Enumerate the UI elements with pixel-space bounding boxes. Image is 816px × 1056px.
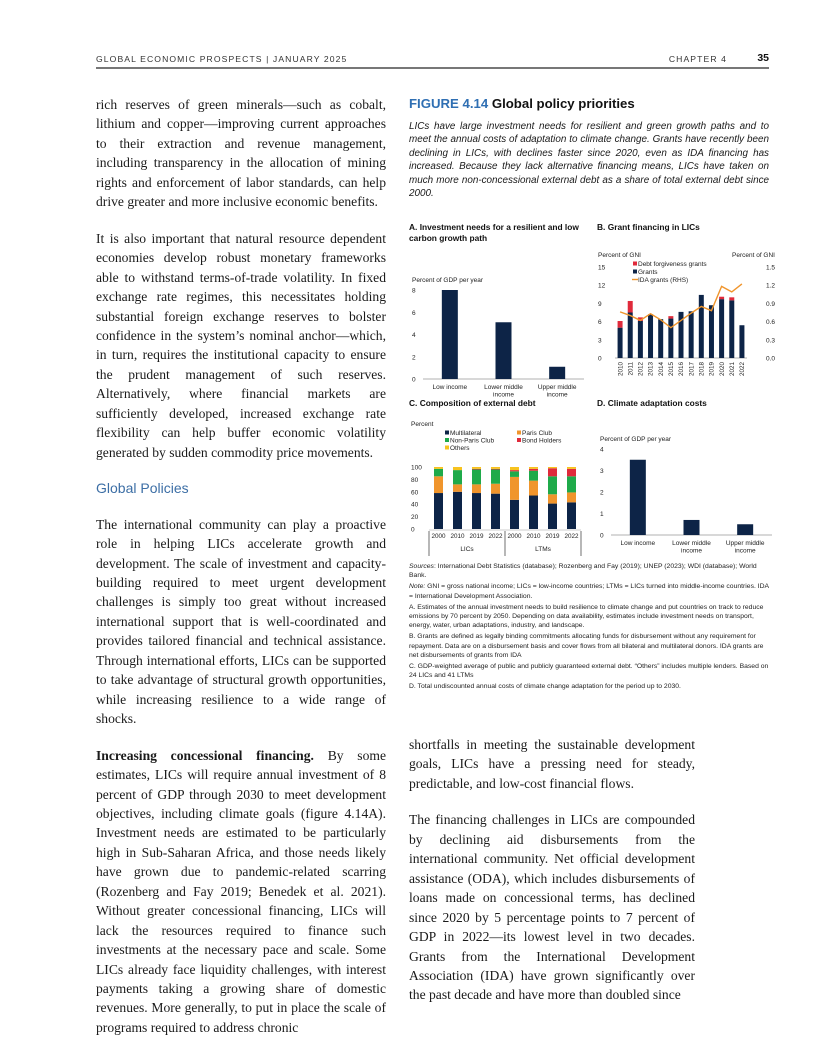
y-tick-label: 60 bbox=[411, 489, 419, 497]
y-tick-label: 0 bbox=[412, 376, 416, 384]
group-label: LTMs bbox=[535, 546, 551, 553]
stack-segment bbox=[491, 467, 500, 469]
stack-segment bbox=[472, 467, 481, 469]
stack-segment bbox=[567, 502, 576, 529]
y-tick-label-right: 1.5 bbox=[765, 264, 775, 272]
stack-segment bbox=[567, 476, 576, 492]
y-tick-label: 0 bbox=[411, 526, 415, 534]
stack-segment bbox=[529, 469, 538, 471]
paragraph: shortfalls in meeting the sustainable development goals, LICs have a pressing need for steady, predictable, and low-cost financial flows. bbox=[409, 737, 695, 791]
stack-segment bbox=[453, 484, 462, 491]
grants-bar bbox=[729, 300, 734, 358]
stack-segment bbox=[548, 504, 557, 529]
stack-segment bbox=[529, 471, 538, 481]
grants-bar bbox=[648, 314, 653, 358]
y-tick-label-right: 0.3 bbox=[765, 337, 775, 345]
x-tick-label: 2019 bbox=[708, 362, 716, 377]
grants-bar bbox=[658, 319, 663, 358]
y-axis-label-right: Percent of GNI bbox=[732, 252, 775, 259]
legend-label: Debt forgiveness grants bbox=[638, 261, 707, 268]
stack-segment bbox=[548, 468, 557, 476]
panel-b bbox=[597, 222, 777, 406]
stack-segment bbox=[472, 469, 481, 470]
y-tick-label: 2 bbox=[412, 354, 416, 362]
grants-bar bbox=[668, 319, 673, 358]
x-tick-label: 2012 bbox=[637, 362, 645, 377]
y-tick-label-right: 0.0 bbox=[765, 355, 775, 363]
panel-a-title: A. Investment needs for a resilient and low carbon growth path bbox=[409, 222, 579, 243]
debt-forgiveness-bar bbox=[668, 316, 673, 318]
y-tick-label: 1 bbox=[600, 511, 604, 518]
stack-segment bbox=[491, 484, 500, 494]
x-tick-label: 2010 bbox=[450, 533, 465, 540]
x-tick-label: 2013 bbox=[647, 362, 655, 377]
header-rule bbox=[96, 67, 769, 69]
figure-subtitle: LICs have large investment needs for resilient and green growth paths and to meet the annual costs of adaptation to climate change. Grants have recently been declining in LICs, with declines faster since 2020, even as IDA financing has increased. Because they lack alternative financing means, LICs have taken on much more non-concessional external debt as a share of total external debt since 2000. bbox=[409, 121, 769, 200]
y-tick-label: 80 bbox=[411, 476, 419, 484]
panel-a-chart bbox=[409, 244, 589, 404]
x-tick-label: 2010 bbox=[526, 533, 541, 540]
note bbox=[409, 582, 771, 600]
paragraph bbox=[96, 746, 386, 1038]
stack-segment bbox=[472, 484, 481, 493]
x-tick-label: Upper middle bbox=[725, 540, 765, 547]
y-tick-label: 100 bbox=[411, 464, 422, 472]
paragraph: It is also important that natural resource dependent economies develop robust monetary frameworks able to withstand terms-of-trade volatility. In fixed exchange rate regimes, this necessitates holding substantial foreign exchange reserves to bolster confidence in the system’s nominal anchor—which, in turn, requires the institutional capacity to ensure the prudent management of such reserves. Alternatively, where financial markets are sufficiently developed, increased exchange rate flexibility can help buffer economic volatility generated by sudden commodity price movements. bbox=[96, 230, 386, 460]
y-tick-label: 6 bbox=[598, 319, 602, 327]
y-tick-label: 6 bbox=[412, 309, 416, 317]
paragraph: The international community can play a proactive role in helping LICs accelerate growth and development. The scale of investment and capacity-building required to meet urgent development challenges is simply too great without increased international support that is well-coordinated and provides tailored financial and technical assistance. Through international efforts, LICs can be supported to take advantage of structural growth opportunities, while increasing resilience to a wide range of shocks. bbox=[96, 516, 386, 727]
note-d: D. Total undiscounted annual costs of climate change adaptation for the period up to 2030. bbox=[409, 683, 681, 691]
y-tick-label: 20 bbox=[411, 514, 419, 522]
x-tick-label: 2000 bbox=[431, 533, 446, 540]
x-tick-label: Upper middle bbox=[537, 384, 577, 391]
section-heading: Global Policies bbox=[96, 480, 189, 497]
x-tick-label: income bbox=[546, 391, 568, 399]
x-tick-label: 2019 bbox=[469, 533, 484, 540]
figure-number: FIGURE 4.14 bbox=[409, 96, 489, 111]
panel-b-chart bbox=[597, 244, 777, 406]
legend-swatch bbox=[445, 446, 449, 450]
grants-bar bbox=[628, 313, 633, 359]
y-tick-label: 4 bbox=[600, 446, 604, 454]
debt-forgiveness-bar bbox=[729, 297, 734, 300]
stack-segment bbox=[472, 469, 481, 484]
stack-segment bbox=[434, 467, 443, 469]
panel-d-title: D. Climate adaptation costs bbox=[597, 398, 707, 408]
grants-bar bbox=[689, 311, 694, 358]
paragraph-lead: Increasing concessional financing. bbox=[96, 747, 314, 763]
bar bbox=[549, 367, 565, 379]
y-axis-label-left: Percent of GNI bbox=[598, 252, 641, 259]
x-tick-label: 2020 bbox=[718, 362, 726, 377]
stack-segment bbox=[548, 467, 557, 468]
stack-segment bbox=[453, 467, 462, 470]
stack-segment bbox=[567, 467, 576, 469]
bar bbox=[737, 524, 753, 535]
legend-swatch bbox=[517, 431, 521, 435]
legend-swatch bbox=[517, 438, 521, 442]
legend-label: Paris Club bbox=[522, 430, 552, 437]
x-tick-label: income bbox=[493, 391, 514, 399]
note-b: B. Grants are defined as legally binding commitments allocating funds for disbursement without any requirement for repayment. Data are on a disbursement basis and cover flows from all bilateral and multilateral donors. IDA grants are net disbursements of grants from IDA bbox=[409, 633, 764, 659]
stack-segment bbox=[434, 469, 443, 476]
sources-label: Sources bbox=[409, 563, 434, 570]
group-label: LICs bbox=[460, 546, 474, 553]
legend-label: Non-Paris Club bbox=[450, 437, 495, 445]
y-tick-label: 40 bbox=[411, 501, 419, 509]
x-tick-label: 2022 bbox=[564, 533, 579, 540]
legend-swatch bbox=[633, 270, 637, 274]
x-tick-label: 2010 bbox=[617, 362, 625, 377]
stack-segment bbox=[567, 469, 576, 476]
legend-label: Multilateral bbox=[450, 430, 482, 437]
stack-segment bbox=[472, 493, 481, 529]
stack-segment bbox=[510, 470, 519, 471]
legend-label: Others bbox=[450, 445, 470, 452]
x-tick-label: 2016 bbox=[678, 362, 686, 377]
grants-bar bbox=[709, 305, 714, 358]
y-tick-label: 2 bbox=[600, 489, 604, 497]
figure-title-text: Global policy priorities bbox=[491, 96, 635, 111]
grants-bar bbox=[739, 325, 744, 358]
grants-bar bbox=[719, 299, 724, 358]
grants-bar bbox=[638, 321, 643, 358]
stack-segment bbox=[491, 494, 500, 529]
legend-swatch bbox=[445, 438, 449, 442]
y-tick-label-right: 0.6 bbox=[765, 319, 775, 327]
bar bbox=[496, 322, 512, 379]
y-tick-label: 4 bbox=[412, 332, 416, 339]
legend-label: Grants bbox=[638, 269, 658, 276]
stack-segment bbox=[491, 469, 500, 470]
y-axis-label: Percent bbox=[411, 421, 434, 428]
sources-note bbox=[409, 562, 771, 580]
note-c: C. GDP-weighted average of public and publicly guaranteed external debt. “Others” includes multiple lenders. Based on 24 LICs and 41 LTMs bbox=[409, 663, 769, 680]
stack-segment bbox=[491, 469, 500, 483]
x-tick-label: 2022 bbox=[739, 362, 747, 377]
note-label: Note: bbox=[409, 583, 426, 591]
figure-title bbox=[409, 96, 769, 111]
x-tick-label: 2018 bbox=[698, 362, 706, 377]
legend-swatch bbox=[633, 262, 637, 266]
legend-swatch bbox=[445, 431, 449, 435]
stack-segment bbox=[453, 492, 462, 529]
note-a: A. Estimates of the annual investment needs to build resilience to climate change and put countries on track to reduce emissions by 70 percent by 2050. Depending on data availability, estimates include investment needs on transport, energy, water, urban adaptations, industry, and landscape. bbox=[409, 603, 764, 630]
y-axis-label: Percent of GDP per year bbox=[412, 277, 484, 284]
x-tick-label: 2000 bbox=[507, 533, 522, 540]
panel-a bbox=[409, 222, 589, 404]
bar bbox=[442, 290, 458, 379]
grants-bar bbox=[618, 328, 623, 358]
x-tick-label: Low income bbox=[620, 540, 656, 547]
panel-c bbox=[409, 398, 589, 565]
panel-c-title: C. Composition of external debt bbox=[409, 398, 536, 408]
y-tick-label: 8 bbox=[412, 287, 416, 295]
y-tick-label-right: 1.2 bbox=[765, 282, 775, 290]
note-text: GNI = gross national income; LICs = low-income countries; LTMs = LICs turned into middle-income countries. IDA = International Development Association. bbox=[409, 583, 769, 600]
paragraph: rich reserves of green minerals—such as cobalt, lithium and copper—improving current approaches to their extraction and revenue management, including transparency in the allocation of mining rights and enforcement of labor standards, can help drive greater and more inclusive economic benefits. bbox=[96, 97, 386, 210]
legend-label: IDA grants (RHS) bbox=[638, 277, 689, 284]
x-tick-label: 2021 bbox=[728, 362, 736, 377]
stack-segment bbox=[434, 493, 443, 529]
x-tick-label: 2019 bbox=[545, 533, 560, 540]
y-tick-label: 3 bbox=[600, 468, 604, 475]
sources-text: : International Debt Statistics (database); Rozenberg and Fay (2019); UNEP (2023); WDI (database); World Bank. bbox=[409, 563, 757, 580]
y-tick-label: 0 bbox=[600, 532, 604, 540]
right-column bbox=[409, 735, 695, 1022]
y-tick-label: 12 bbox=[598, 282, 606, 290]
x-tick-label: 2017 bbox=[688, 362, 696, 377]
x-tick-label: 2014 bbox=[657, 362, 665, 377]
y-axis-label: Percent of GDP per year bbox=[600, 436, 672, 443]
debt-forgiveness-bar bbox=[628, 301, 633, 313]
grants-bar bbox=[699, 295, 704, 358]
x-tick-label: Low income bbox=[432, 384, 468, 391]
stack-segment bbox=[567, 492, 576, 502]
debt-forgiveness-bar bbox=[618, 321, 623, 328]
paragraph-body: By some estimates, LICs will require annual investment of 8 percent of GDP through 2030 to meet development objectives, including climate goals (figure 4.14A). Investment needs are estimated to be particularly high in Sub-Saharan Africa, and those needs likely have grown due to pandemic-related scarring (Rozenberg and Fay 2019; Benedek et al. 2021). Without greater concessional financing, LICs will lack the resources required to finance such investments at the necessary pace and scale. Some LICs already face liquidity challenges, with interest payments taking a growing share of domestic revenues. More generally, to put in place the scale of programs required to address chronic bbox=[96, 747, 386, 1035]
x-tick-label: 2022 bbox=[488, 533, 503, 540]
page-number: 35 bbox=[757, 52, 769, 64]
x-tick-label: 2011 bbox=[627, 362, 635, 376]
stack-segment bbox=[510, 500, 519, 529]
panel-b-title: B. Grant financing in LICs bbox=[597, 222, 700, 232]
y-tick-label: 9 bbox=[598, 300, 602, 308]
x-tick-label: Lower middle bbox=[672, 540, 711, 547]
stack-segment bbox=[453, 470, 462, 484]
y-tick-label: 0 bbox=[598, 355, 602, 363]
left-column bbox=[96, 95, 386, 1054]
stack-segment bbox=[434, 476, 443, 493]
y-tick-label: 15 bbox=[598, 264, 606, 272]
stack-segment bbox=[529, 496, 538, 529]
stack-segment bbox=[548, 476, 557, 494]
stack-segment bbox=[548, 494, 557, 503]
x-tick-label: 2015 bbox=[668, 362, 676, 377]
figure-4-14 bbox=[409, 96, 769, 200]
panel-c-chart bbox=[409, 415, 589, 565]
panel-d-chart bbox=[597, 415, 777, 555]
bar bbox=[630, 460, 646, 535]
bar bbox=[684, 520, 700, 535]
y-tick-label: 3 bbox=[598, 337, 602, 345]
panel-d bbox=[597, 398, 777, 555]
stack-segment bbox=[529, 467, 538, 469]
running-title: GLOBAL ECONOMIC PROSPECTS | JANUARY 2025 bbox=[96, 54, 348, 64]
stack-segment bbox=[510, 467, 519, 470]
figure-notes bbox=[409, 562, 771, 694]
legend-label: Bond Holders bbox=[522, 437, 562, 445]
y-tick-label-right: 0.9 bbox=[765, 300, 775, 308]
stack-segment bbox=[529, 481, 538, 496]
x-tick-label: income bbox=[681, 547, 702, 555]
x-tick-label: Lower middle bbox=[484, 384, 523, 391]
paragraph: The financing challenges in LICs are compounded by declining aid disbursements from the international community. Net official development assistance (ODA), which includes disbursements of loans made on concessional terms, has declined since 2020 by 5 percentage points to 7 percent of GDP in 2022—its lowest level in two decades. Grants from the International Development Association (IDA) have grown significantly over the past decade and have more than doubled since bbox=[409, 812, 695, 1003]
debt-forgiveness-bar bbox=[719, 297, 724, 299]
x-tick-label: income bbox=[734, 547, 756, 555]
stack-segment bbox=[510, 471, 519, 477]
chapter-label: CHAPTER 4 bbox=[668, 54, 727, 64]
stack-segment bbox=[510, 477, 519, 500]
